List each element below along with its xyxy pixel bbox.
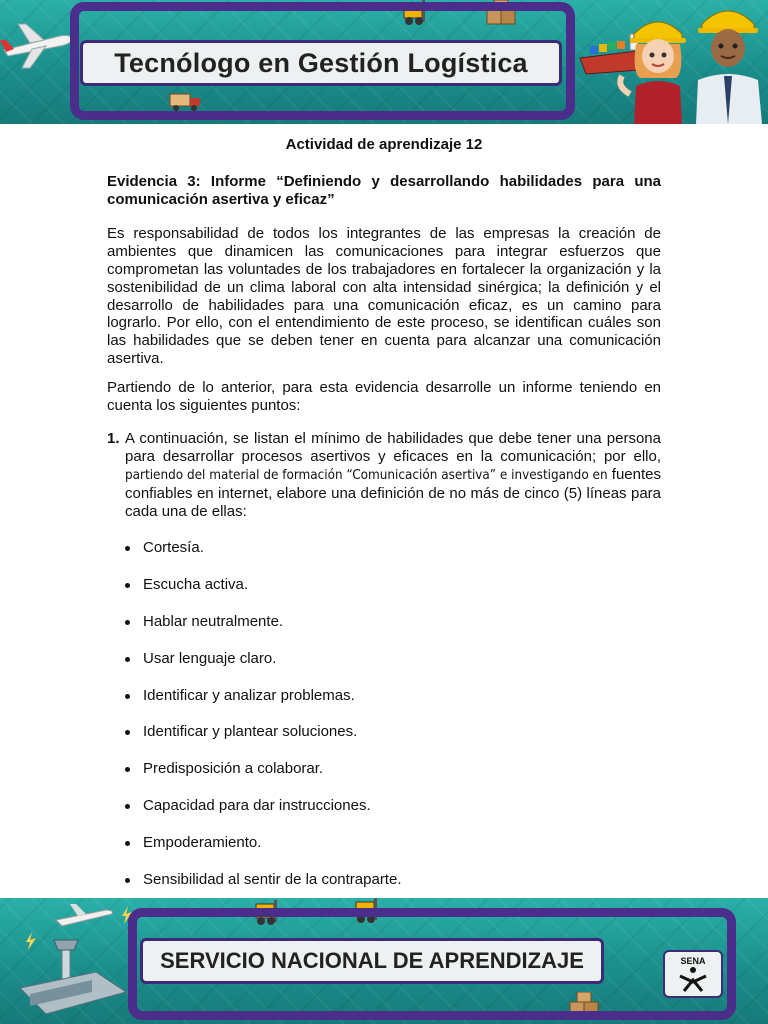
bullet-icon	[125, 878, 130, 883]
skill-text: Predisposición a colaborar.	[143, 760, 324, 778]
item-number: 1.	[107, 430, 120, 448]
skill-text: Capacidad para dar instrucciones.	[143, 796, 371, 814]
numbered-item-1	[107, 430, 661, 520]
list-item	[125, 687, 661, 724]
bullet-icon	[125, 657, 130, 662]
sena-logo-text: SENA	[680, 955, 706, 966]
sena-logo	[663, 950, 723, 998]
bullet-icon	[125, 694, 130, 699]
bullet-icon	[125, 583, 130, 588]
worker-man-illustration	[690, 0, 768, 124]
footer-banner	[0, 898, 768, 1024]
list-item	[125, 613, 661, 650]
airplane-icon	[0, 16, 76, 76]
skills-list	[107, 539, 661, 907]
list-item	[125, 576, 661, 613]
header-banner	[0, 0, 768, 124]
skill-text: Usar lenguaje claro.	[143, 649, 277, 667]
institution-name: SERVICIO NACIONAL DE APRENDIZAJE	[140, 938, 604, 984]
list-item	[125, 723, 661, 760]
sena-logo-icon	[676, 966, 710, 992]
bullet-icon	[125, 620, 130, 625]
evidence-title: Evidencia 3: Informe “Definiendo y desarrollando habilidades para una comunicación asertiva y eficaz”	[107, 172, 661, 208]
bullet-icon	[125, 730, 130, 735]
list-item	[125, 539, 661, 576]
airport-illustration	[6, 902, 136, 1022]
skill-text: Cortesía.	[143, 539, 204, 557]
list-item	[125, 650, 661, 687]
intro-paragraph: Es responsabilidad de todos los integrantes de las empresas la creación de ambientes que dinamicen las comunicaciones para integrar esfuerzos que comprometan las voluntades de los trabajadores en fortalecer la organización y la sostenibilidad de un clima laboral con alta intensidad sinérgica; la definición y el desarrollo de habilidades para una comunicación eficaz, es un camino para lograrlo. Por ello, con el entendimiento de este proceso, se identifican cuáles son las habilidades que se deben tener en cuenta para alcanzar una comunicación asertiva.	[107, 225, 661, 367]
skill-text: Empoderamiento.	[143, 833, 262, 851]
item-text-part-c: fuentes confiables en internet, elabore una definición de no más de cinco (5) líneas para cada una de ellas:	[125, 465, 661, 520]
bullet-icon	[125, 546, 130, 551]
list-item	[125, 797, 661, 834]
list-item	[125, 834, 661, 871]
instructions-paragraph: Partiendo de lo anterior, para esta evidencia desarrolle un informe teniendo en cuenta los siguientes puntos:	[107, 378, 661, 414]
item-text-part-a: A continuación, se listan el mínimo de habilidades que debe tener una persona para desarrollar procesos asertivos y eficaces en la comunicación; por ello,	[125, 430, 661, 466]
list-item	[125, 760, 661, 797]
activity-heading: Actividad de aprendizaje 12	[285, 136, 483, 153]
document-body	[107, 136, 661, 907]
page-title: Tecnólogo en Gestión Logística	[80, 40, 562, 86]
bullet-icon	[125, 804, 130, 809]
skill-text: Escucha activa.	[143, 576, 249, 594]
item-text-part-b: partiendo del material de formación “Comunicación asertiva” e investigando en	[125, 467, 608, 483]
bullet-icon	[125, 841, 130, 846]
skill-text: Sensibilidad al sentir de la contraparte.	[143, 870, 402, 888]
skill-text: Identificar y plantear soluciones.	[143, 723, 358, 741]
bullet-icon	[125, 767, 130, 772]
skill-text: Identificar y analizar problemas.	[143, 686, 355, 704]
skill-text: Hablar neutralmente.	[143, 612, 284, 630]
